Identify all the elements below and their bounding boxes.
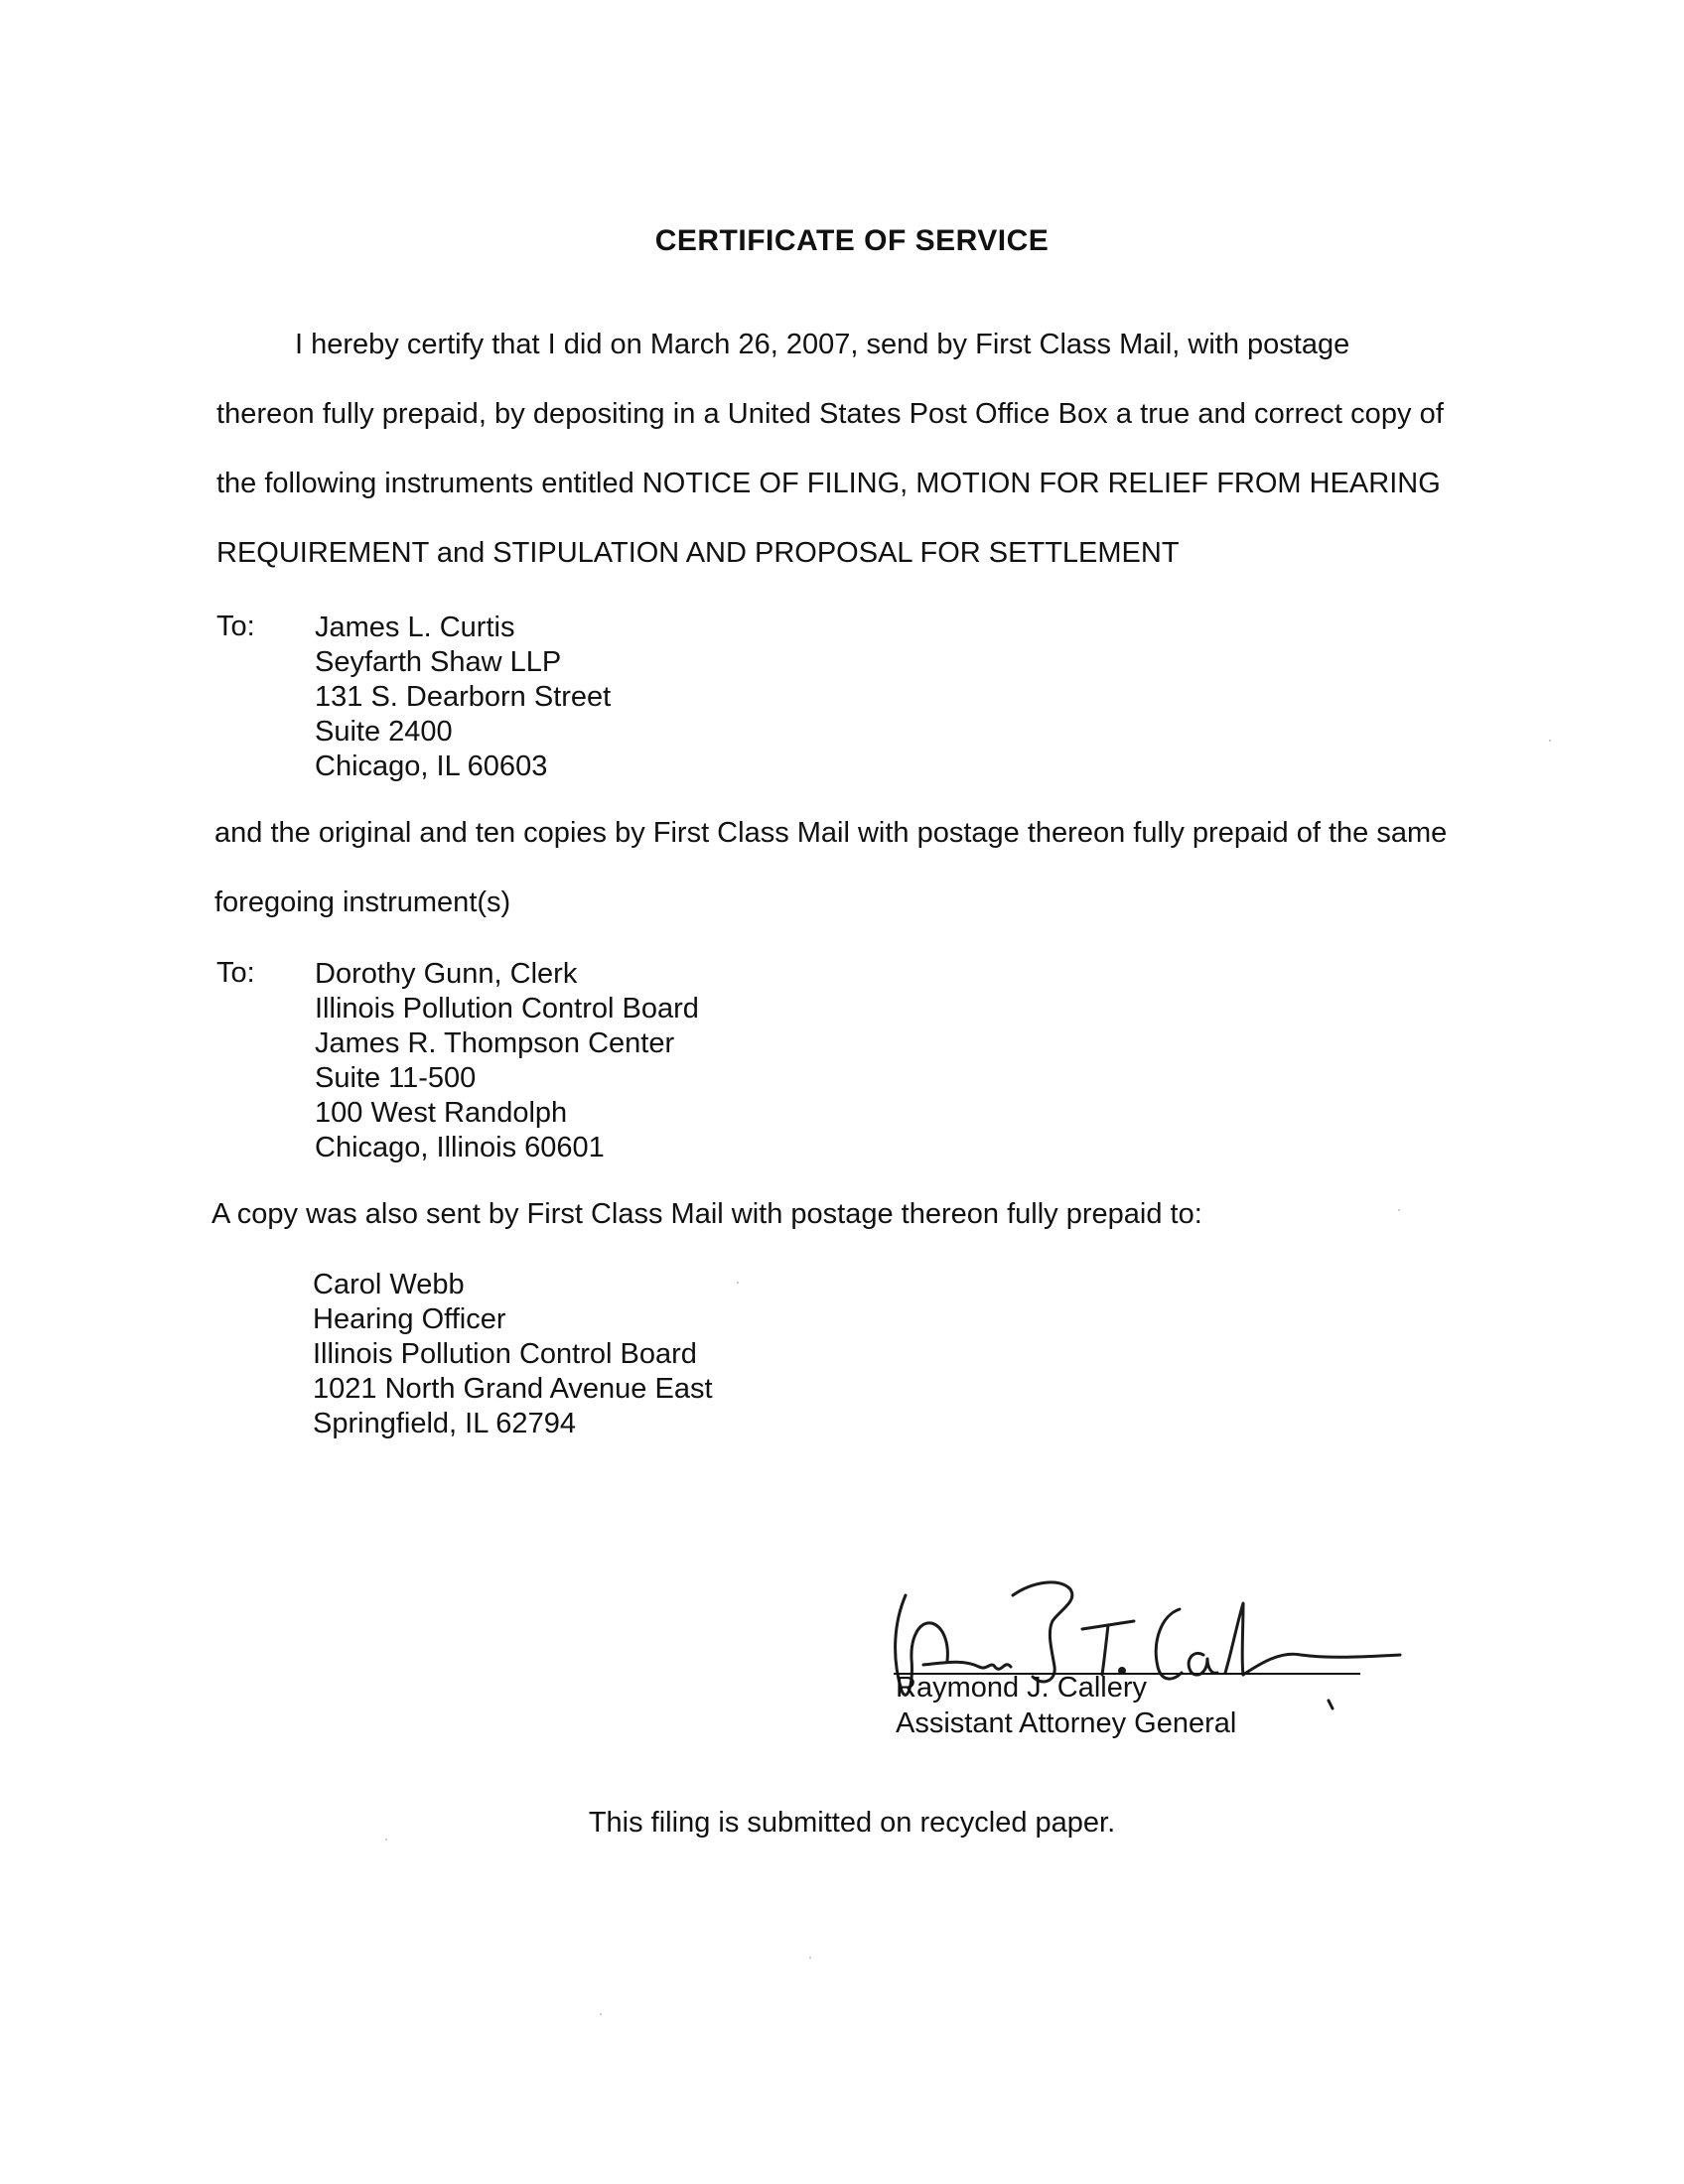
- scan-speck: [1398, 1209, 1400, 1211]
- recipient-2-line: Dorothy Gunn, Clerk: [315, 958, 578, 990]
- signer-name: Raymond J. Callery: [896, 1672, 1148, 1704]
- scan-speck: [809, 1957, 811, 1959]
- recipient-2-address: [315, 957, 699, 1165]
- document-title: CERTIFICATE OF SERVICE: [654, 224, 1050, 257]
- scan-speck: [600, 2013, 602, 2015]
- recipient-1-line: 131 S. Dearborn Street: [315, 681, 612, 713]
- recipient-1-line: Chicago, IL 60603: [315, 751, 548, 782]
- paragraph1-line-2: thereon fully prepaid, by depositing in a United States Post Office Box a true and correct copy of: [216, 398, 1444, 430]
- recipient-1-line: Suite 2400: [315, 716, 453, 748]
- recipient-2-line: Suite 11-500: [315, 1062, 477, 1094]
- signer-block: [896, 1670, 1236, 1741]
- paragraph1-line-4: REQUIREMENT and STIPULATION AND PROPOSAL FOR SETTLEMENT: [216, 537, 1180, 569]
- recipient-1-line: Seyfarth Shaw LLP: [315, 646, 562, 678]
- scan-speck: [737, 1282, 739, 1284]
- recipient-2-line: 100 West Randolph: [315, 1097, 568, 1129]
- recipient-3-line: Illinois Pollution Control Board: [313, 1338, 697, 1370]
- paragraph3: A copy was also sent by First Class Mail with postage thereon fully prepaid to:: [211, 1198, 1202, 1230]
- recipient-3-line: Springfield, IL 62794: [313, 1408, 576, 1439]
- recipient-3-address: [313, 1268, 713, 1441]
- signer-title: Assistant Attorney General: [896, 1707, 1237, 1739]
- paragraph2-line-1: and the original and ten copies by First Class Mail with postage thereon fully prepaid of the same: [214, 817, 1448, 849]
- paragraph2-line-2: foregoing instrument(s): [214, 887, 511, 918]
- recipient-2-line: Chicago, Illinois 60601: [315, 1132, 605, 1163]
- scan-speck: [1549, 740, 1551, 742]
- recipient-1-address: [315, 611, 611, 784]
- recipient-2-line: Illinois Pollution Control Board: [315, 993, 699, 1024]
- to-label-1: To:: [216, 611, 255, 642]
- recipient-3-line: Carol Webb: [313, 1269, 465, 1300]
- recipient-2-line: James R. Thompson Center: [315, 1027, 675, 1059]
- recycled-paper-note: This filing is submitted on recycled paper.: [588, 1807, 1116, 1839]
- recipient-3-line: Hearing Officer: [313, 1303, 506, 1335]
- recipient-3-line: 1021 North Grand Avenue East: [313, 1373, 713, 1405]
- to-label-2: To:: [216, 957, 255, 989]
- paragraph1-line-1: I hereby certify that I did on March 26, 2007, send by First Class Mail, with postage: [295, 329, 1350, 360]
- recipient-1-line: James L. Curtis: [315, 612, 515, 643]
- scan-speck: [385, 1839, 387, 1841]
- paragraph1-line-3: the following instruments entitled NOTICE OF FILING, MOTION FOR RELIEF FROM HEARING: [216, 468, 1441, 499]
